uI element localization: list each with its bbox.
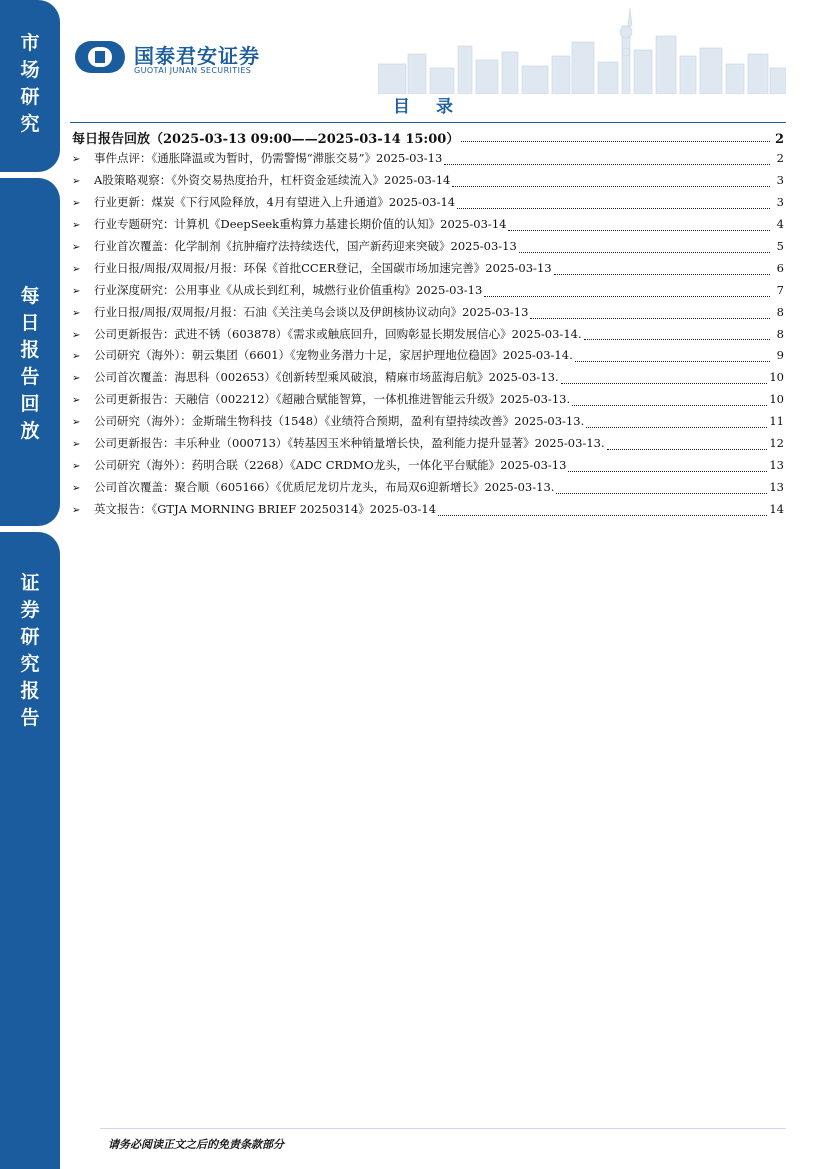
dot-leader — [530, 317, 770, 319]
toc-item-page: 12 — [769, 436, 784, 451]
arrow-bullet-icon: ➢ — [72, 241, 81, 253]
arrow-bullet-icon: ➢ — [72, 154, 81, 165]
toc-item[interactable] — [72, 435, 784, 457]
toc-item-page: 9 — [776, 348, 784, 363]
dot-leader — [457, 207, 770, 209]
tab-char: 究 — [20, 113, 40, 135]
toc-item-page: 11 — [769, 414, 784, 429]
toc-item[interactable] — [72, 194, 784, 216]
toc-item-label: 公司研究（海外）：朝云集团（6601）《宠物业务潜力十足，家居护理地位稳固》2025-03-14. — [94, 348, 573, 363]
tab-char: 券 — [20, 599, 40, 621]
toc-item[interactable] — [72, 216, 784, 238]
toc-item[interactable] — [72, 326, 784, 348]
toc-item[interactable] — [72, 150, 784, 172]
arrow-bullet-icon: ➢ — [72, 329, 81, 341]
tab-char: 每 — [20, 285, 40, 307]
toc-item-page: 6 — [776, 260, 784, 275]
toc-item[interactable] — [72, 457, 784, 479]
toc-item-label: 事件点评：《通胀降温或为暂时，仍需警惕“滞胀交易”》2025-03-13 — [94, 151, 443, 165]
brand-name-en: GUOTAI JUNAN SECURITIES — [134, 66, 252, 75]
toc-item-label: 公司研究（海外）：药明合联（2268）《ADC CRDMO龙头，一体化平台赋能》2025-03-13 — [94, 458, 567, 473]
toc-item-label: 行业日报/周报/双周报/月报：石油《关注美乌会谈以及伊朗核协议动向》2025-03-13 — [94, 304, 529, 319]
toc-item-page: 10 — [769, 370, 784, 385]
toc-item-page: 14 — [769, 502, 784, 516]
toc-item-page: 4 — [776, 216, 784, 231]
toc-item-label: 行业首次覆盖：化学制剂《抗肿瘤疗法持续迭代，国产新药迎来突破》2025-03-13 — [94, 238, 517, 253]
toc-item-label: 英文报告：《GTJA MORNING BRIEF 20250314》2025-03-14 — [94, 502, 437, 516]
toc-item-label: 行业更新：煤炭《下行风险释放，4月有望进入上升通道》2025-03-14 — [94, 194, 456, 209]
toc-item-page: 13 — [769, 458, 784, 473]
sidebar-tab-market-research — [0, 0, 60, 172]
arrow-bullet-icon: ➢ — [72, 483, 81, 495]
toc-item-page: 3 — [776, 194, 784, 209]
arrow-bullet-icon: ➢ — [72, 461, 81, 473]
dot-leader — [556, 492, 767, 494]
toc-item[interactable] — [72, 369, 784, 391]
arrow-bullet-icon: ➢ — [72, 505, 81, 516]
dot-leader — [561, 382, 768, 384]
dot-leader — [586, 426, 767, 428]
arrow-bullet-icon: ➢ — [72, 307, 81, 319]
toc-item-label: 公司更新报告：丰乐种业（000713）《转基因玉米种销量增长快，盈利能力提升显著》2025-03-13. — [94, 436, 605, 451]
toc-item[interactable] — [72, 172, 784, 194]
arrow-bullet-icon: ➢ — [72, 219, 81, 231]
toc-item[interactable] — [72, 347, 784, 369]
toc-item-label: 行业专题研究：计算机《DeepSeek重构算力基建长期价值的认知》2025-03-14 — [94, 216, 507, 231]
tab-char: 报 — [20, 680, 40, 702]
toc-item-page: 13 — [769, 480, 784, 495]
tab-char: 证 — [20, 572, 40, 594]
toc-item-page: 3 — [776, 172, 784, 187]
toc-item-label: 公司研究（海外）：金斯瑞生物科技（1548）《业绩符合预期，盈利有望持续改善》2025-03-13. — [94, 414, 585, 429]
toc-item-page: 10 — [769, 392, 784, 407]
arrow-bullet-icon: ➢ — [72, 197, 81, 209]
tab-char: 场 — [20, 59, 40, 81]
arrow-bullet-icon: ➢ — [72, 439, 81, 451]
tab-char: 研 — [20, 86, 40, 108]
dot-leader — [438, 514, 767, 516]
city-skyline-image — [378, 6, 786, 94]
toc-item-page: 7 — [776, 282, 784, 297]
dot-leader — [575, 360, 770, 362]
toc-item-page: 2 — [776, 151, 784, 165]
toc-item-page: 8 — [776, 326, 784, 341]
toc-list — [72, 150, 784, 523]
dot-leader — [452, 185, 770, 187]
toc-main-entry[interactable] — [72, 128, 784, 147]
toc-main-page: 2 — [774, 132, 784, 147]
toc-item-label: 行业日报/周报/双周报/月报：环保《首批CCER登记，全国碳市场加速完善》2025-03-13 — [94, 260, 552, 275]
dot-leader — [484, 295, 770, 297]
toc-item-label: 公司首次覆盖：海思科（002653）《创新转型乘风破浪，精麻市场蓝海启航》2025-03-13. — [94, 370, 559, 385]
toc-item-page: 5 — [776, 238, 784, 253]
toc-main-label: 每日报告回放（2025-03-13 09:00——2025-03-14 15:00） — [72, 132, 460, 147]
dot-leader — [554, 273, 770, 275]
arrow-bullet-icon: ➢ — [72, 395, 81, 407]
toc-item-label: 公司更新报告：天融信（002212）《超融合赋能智算，一体机推进智能云升级》2025-03-13. — [94, 392, 571, 407]
arrow-bullet-icon: ➢ — [72, 417, 81, 429]
dot-leader — [584, 338, 770, 340]
tab-char: 报 — [20, 339, 40, 361]
toc-item-label: 公司更新报告：武进不锈（603878）《需求或触底回升，回购彰显长期发展信心》2025-03-14. — [94, 326, 582, 341]
toc-item[interactable] — [72, 479, 784, 501]
toc-item[interactable] — [72, 304, 784, 326]
dot-leader — [572, 404, 767, 406]
tab-char: 研 — [20, 626, 40, 648]
tab-char: 究 — [20, 653, 40, 675]
arrow-bullet-icon: ➢ — [72, 175, 81, 187]
arrow-bullet-icon: ➢ — [72, 263, 81, 275]
footer-disclaimer: 请务必阅读正文之后的免责条款部分 — [108, 1138, 284, 1151]
tab-char: 告 — [20, 366, 40, 388]
toc-item-label: 行业深度研究：公用事业《从成长到红利，城燃行业价值重构》2025-03-13 — [94, 282, 483, 297]
arrow-bullet-icon: ➢ — [72, 373, 81, 385]
brand-name-cn: 国泰君安证券 — [134, 44, 260, 68]
tab-char: 市 — [20, 32, 40, 54]
tab-char: 告 — [20, 707, 40, 729]
toc-item[interactable] — [72, 501, 784, 523]
dot-leader — [461, 140, 770, 142]
divider — [70, 122, 786, 123]
sidebar-tab-daily-review — [0, 178, 60, 526]
toc-item[interactable] — [72, 391, 784, 413]
footer-divider — [100, 1128, 786, 1129]
toc-item[interactable] — [72, 413, 784, 435]
dot-leader — [568, 470, 767, 472]
toc-item-label: A股策略观察：《外资交易热度抬升，杠杆资金延续流入》2025-03-14 — [94, 172, 451, 187]
dot-leader — [519, 251, 770, 253]
tab-char: 回 — [20, 393, 40, 415]
toc-item-label: 公司首次覆盖：聚合顺（605166）《优质尼龙切片龙头，布局双6迎新增长》2025-03-13. — [94, 480, 555, 495]
arrow-bullet-icon: ➢ — [72, 351, 81, 363]
sidebar-tab-securities-research — [0, 532, 60, 1169]
tab-char: 放 — [20, 420, 40, 442]
toc-item[interactable] — [72, 282, 784, 304]
toc-item[interactable] — [72, 238, 784, 260]
sidebar — [0, 0, 60, 1169]
toc-title: 目 录 — [393, 97, 463, 117]
tab-char: 日 — [20, 312, 40, 334]
dot-leader — [607, 448, 768, 450]
arrow-bullet-icon: ➢ — [72, 285, 81, 297]
gtja-logo-icon — [74, 40, 126, 74]
dot-leader — [444, 163, 770, 165]
dot-leader — [508, 229, 770, 231]
toc-item[interactable] — [72, 260, 784, 282]
toc-item-page: 8 — [776, 304, 784, 319]
